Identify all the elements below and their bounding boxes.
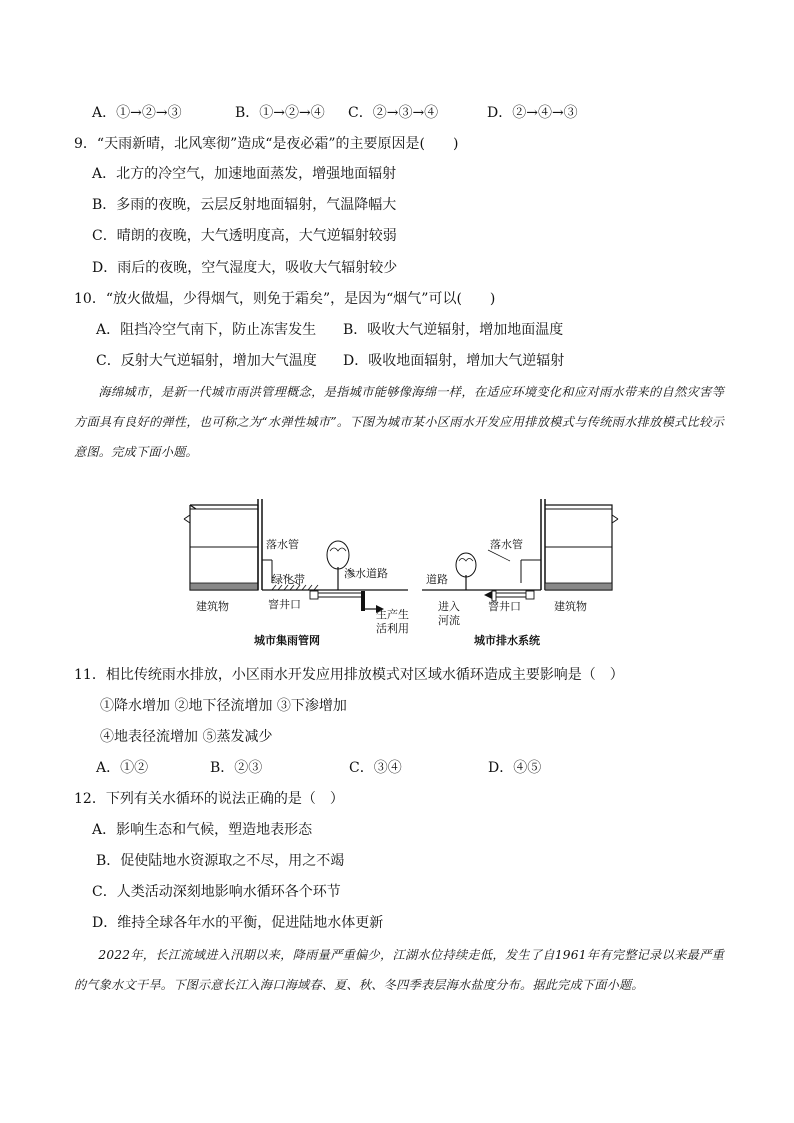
passage-yangtze-drought	[74, 940, 724, 1000]
passage-sponge-city-text: 海绵城市，是新一代城市雨洪管理概念，是指城市能够像海绵一样，在适应环境变化和应对雨水带来的自然灾害等方面具有良好的弹性，也可称之为“水弹性城市”。下图为城市某小区雨水开发应用排放模式与传统雨水排放模式比较示意图。完成下面小题。	[74, 385, 724, 459]
q9-option-d: D．雨后的夜晚，空气湿度大，吸收大气辐射较少	[92, 260, 398, 276]
rainwater-diagram	[180, 495, 630, 655]
left-use-label-2: 活利用	[376, 622, 409, 635]
q12-stem: 12．下列有关水循环的说法正确的是（ ）	[74, 791, 344, 807]
left-building-icon	[184, 499, 262, 590]
passage-sponge-city	[74, 377, 724, 467]
q8-option-d: D．②→④→③	[487, 105, 578, 121]
right-downpipe-icon	[521, 560, 541, 583]
q11-stem: 11．相比传统雨水排放，小区雨水开发应用排放模式对区域水循环造成主要影响是（ ）	[74, 667, 624, 683]
right-building-label: 建筑物	[554, 600, 587, 613]
q12-option-a: A．影响生态和气候，塑造地表形态	[92, 822, 313, 838]
right-enter-label-1: 进入	[438, 600, 460, 613]
q10-option-a: A．阻挡冷空气南下，防止冻害发生	[96, 322, 317, 338]
right-building-icon	[541, 499, 618, 590]
q10-option-c: C．反射大气逆辐射，增加大气温度	[96, 353, 317, 369]
left-tree-icon	[327, 541, 349, 590]
q11-option-b: B．②③	[210, 760, 263, 776]
q11-option-c: C．③④	[349, 760, 402, 776]
right-tree-icon	[456, 553, 476, 590]
left-manhole-pipe-icon	[310, 591, 384, 613]
q11-options	[96, 758, 716, 778]
q9-option-a: A．北方的冷空气，加速地面蒸发，增强地面辐射	[92, 166, 397, 182]
q9-option-c: C．晴朗的夜晚，大气透明度高，大气逆辐射较弱	[92, 228, 397, 244]
q11-items-line1: ①降水增加 ②地下径流增加 ③下渗增加	[100, 698, 347, 714]
q11-option-a: A．①②	[96, 760, 149, 776]
right-caption: 城市排水系统	[474, 634, 540, 647]
q8-option-b: B．①→②→④	[235, 105, 325, 121]
left-use-label-1: 生产生	[376, 608, 409, 621]
q10-stem: 10．“放火做煴，少得烟气，则免于霜矣”，是因为“烟气”可以( )	[74, 291, 496, 307]
right-downpipe-label: 落水管	[490, 538, 523, 551]
left-downpipe-label: 落水管	[266, 538, 299, 551]
right-road-label: 道路	[426, 573, 448, 586]
left-seep-road-label: 渗水道路	[344, 567, 388, 580]
left-caption: 城市集雨管网	[254, 634, 320, 647]
q11-option-d: D．④⑤	[488, 760, 542, 776]
right-enter-label-2: 河流	[438, 614, 460, 627]
passage-yangtze-drought-text: 2022年，长江流域进入汛期以来，降雨量严重偏少，江湖水位持续走低，发生了自1961年有完整记录以来最严重的气象水文干旱。下图示意长江入海口海域春、夏、秋、冬四季表层海水盐度分布。据此完成下面小题。	[74, 948, 724, 992]
q9-option-b: B．多雨的夜晚，云层反射地面辐射，气温降幅大	[92, 197, 397, 213]
q10-option-d: D．吸收地面辐射，增加大气逆辐射	[343, 353, 565, 369]
left-building-label: 建筑物	[196, 600, 229, 613]
q12-option-c: C．人类活动深刻地影响水循环各个环节	[92, 884, 341, 900]
left-manhole-label: 窨井口	[268, 598, 301, 611]
q12-option-b: B．促使陆地水资源取之不尽，用之不竭	[96, 853, 345, 869]
q8-option-a: A．①→②→③	[92, 105, 182, 121]
q8-options	[92, 103, 732, 123]
left-downpipe-icon	[262, 560, 272, 583]
right-manhole-label: 窨井口	[488, 600, 521, 613]
q8-option-c: C．②→③→④	[348, 105, 439, 121]
q11-items-line2: ④地表径流增加 ⑤蒸发减少	[100, 729, 273, 745]
q12-option-d: D．维持全球各年水的平衡，促进陆地水体更新	[92, 915, 384, 931]
q10-option-b: B．吸收大气逆辐射，增加地面温度	[343, 322, 564, 338]
left-greenbelt-label: 绿化带	[272, 573, 305, 586]
q9-stem: 9．“天雨新晴，北风寒彻”造成“是夜必霜”的主要原因是( )	[74, 136, 459, 152]
